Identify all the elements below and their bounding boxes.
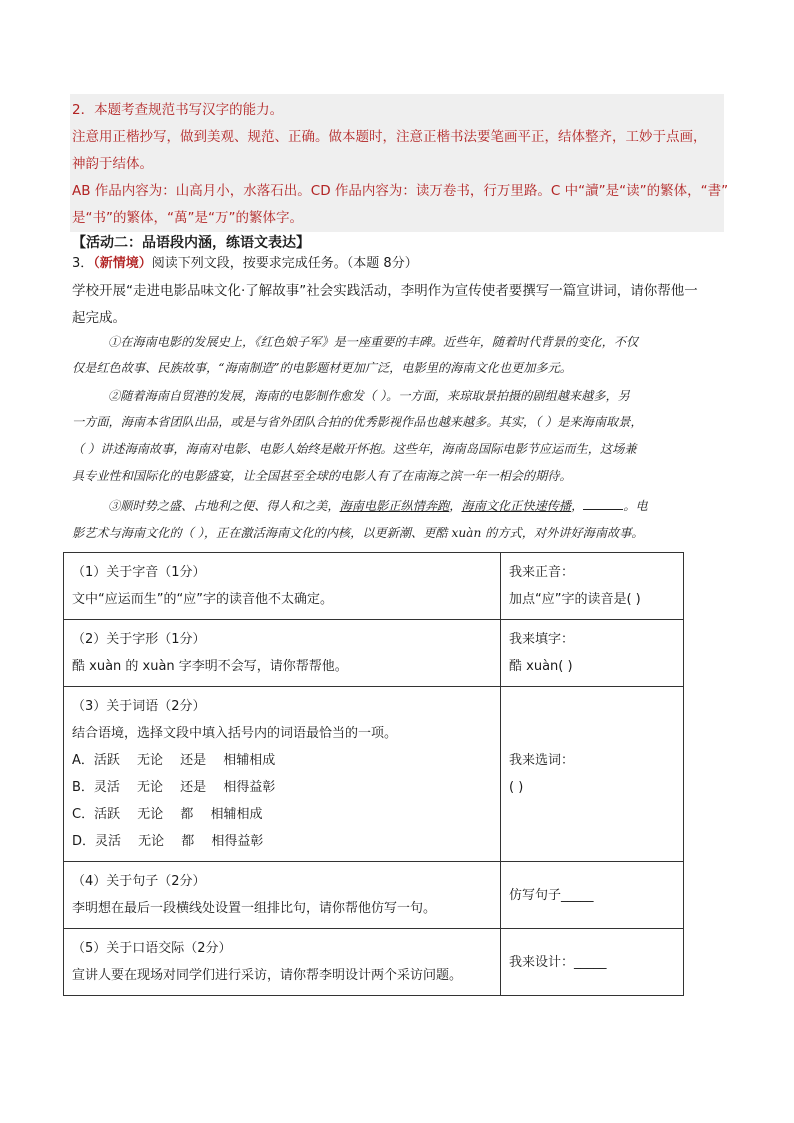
table-row [64,862,684,929]
passage-line: ①在海南电影的发展史上，《红色娘子军》是一座重要的丰碑。近些年，随着时代背景的变化，不仅 [108,335,639,349]
table-row [64,929,684,996]
task-text: 李明想在最后一段横线处设置一组排比句，请你帮他仿写一句。 [72,901,437,916]
option-a: A．活跃 无论 还是 相辅相成 [72,753,276,768]
fill-in-blank[interactable] [583,499,623,510]
passage-line: （ ）讲述海南故事，海南对电影、电影人始终是敞开怀抱。这些年，海南岛国际电影节应运而生，这场兼 [72,442,637,456]
underlined-sentence: 海南文化正快速传播 [461,499,572,513]
answer-label: 我来设计：_____ [509,954,607,970]
task-title: （4）关于句子（2分） [72,874,206,889]
activity-heading: 【活动二：品语段内涵，练语文表达】 [72,235,310,251]
option-c: C．活跃 无论 都 相辅相成 [72,807,263,822]
answer-line: 2．本题考查规范书写汉字的能力。 [72,102,284,118]
answer-cell[interactable] [501,862,684,929]
tasks-table [63,552,684,996]
task-description [64,620,501,687]
question-3-header [72,252,418,271]
passage-text: 。电 [623,499,648,513]
answer-line: AB 作品内容为：山高月小，水落石出。CD 作品内容为：读万卷书，行万里路。C 中“讀”是“读”的繁体，“書” [72,183,729,199]
task-text: 文中“应运而生”的“应”字的读音他不太确定。 [72,592,333,607]
answer-cell[interactable] [501,553,684,620]
answer-cell[interactable] [501,929,684,996]
passage-line: ②随着海南自贸港的发展，海南的电影制作愈发（ ）。一方面，来琼取景拍摄的剧组越来越多，另 [108,389,630,403]
answer-label: 我来选词： [509,753,575,768]
answer-label: 我来正音： [509,565,575,580]
task-title: （5）关于口语交际（2分） [72,941,232,956]
task-title: （3）关于词语（2分） [72,699,206,714]
answer-prompt: 酷 xuàn( ) [509,659,573,674]
answer-label: 仿写句子_____ [509,887,594,903]
answer-line: 是“书”的繁体，“萬”是“万”的繁体字。 [72,210,303,226]
task-title: （1）关于字音（1分） [72,565,206,580]
task-title: （2）关于字形（1分） [72,632,206,647]
table-row [64,553,684,620]
passage-line: 具专业性和国际化的电影盛宴，让全国甚至全球的电影人有了在南海之滨一年一相会的期待。 [72,469,572,483]
passage-text: ③顺时势之盛、占地利之便、得人和之美， [108,499,340,513]
question-text: 阅读下列文段，按要求完成任务。（本题 8分） [151,256,418,271]
task-text: 酷 xuàn 的 xuàn 字李明不会写，请你帮帮他。 [72,659,348,674]
intro-line: 学校开展“走进电影品味文化·了解故事”社会实践活动，李明作为宣传使者要撰写一篇宣讲词，请你帮他一 [72,283,698,299]
table-row [64,620,684,687]
passage-line [108,497,648,514]
option-b: B．灵活 无论 还是 相得益彰 [72,780,276,795]
task-text: 宣讲人要在现场对同学们进行采访，请你帮李明设计两个采访问题。 [72,968,463,983]
answer-line: 注意用正楷抄写，做到美观、规范、正确。做本题时，注意正楷书法要笔画平正，结体整齐，工妙于点画， [72,129,707,145]
question-tag: （新情境） [93,256,152,271]
answer-label: 我来填字： [509,632,575,647]
table-row [64,687,684,862]
task-description [64,862,501,929]
answer-cell[interactable] [501,687,684,862]
answer-prompt: 加点“应”字的读音是( ) [509,592,641,607]
passage-line: 影艺术与海南文化的（ ），正在激活海南文化的内核，以更新潮、更酷 xuàn 的方式，对外讲好海南故事。 [72,526,644,540]
answer-explanation-box [70,94,729,232]
underlined-sentence: 海南电影正纵情奔跑 [339,499,450,513]
intro-line: 起完成。 [72,310,126,326]
task-text: 结合语境，选择文段中填入括号内的词语最恰当的一项。 [72,726,398,741]
passage-text: ， [449,499,462,513]
option-d: D．灵活 无论 都 相得益彰 [72,834,264,849]
passage-line: 仅是红色故事、民族故事，“海南制造”的电影题材更加广泛，电影里的海南文化也更加多元。 [72,361,572,375]
passage-line: 一方面，海南本省团队出品，或是与省外团队合拍的优秀影视作品也越来越多。其实，（ ）是来海南取景， [72,415,643,429]
passage-text: ， [571,499,584,513]
question-number: 3． [72,256,94,271]
answer-line: 神韵于结体。 [72,156,153,172]
answer-prompt: ( ) [509,780,524,795]
answer-cell[interactable] [501,620,684,687]
task-description [64,929,501,996]
task-description [64,553,501,620]
task-description [64,687,501,862]
